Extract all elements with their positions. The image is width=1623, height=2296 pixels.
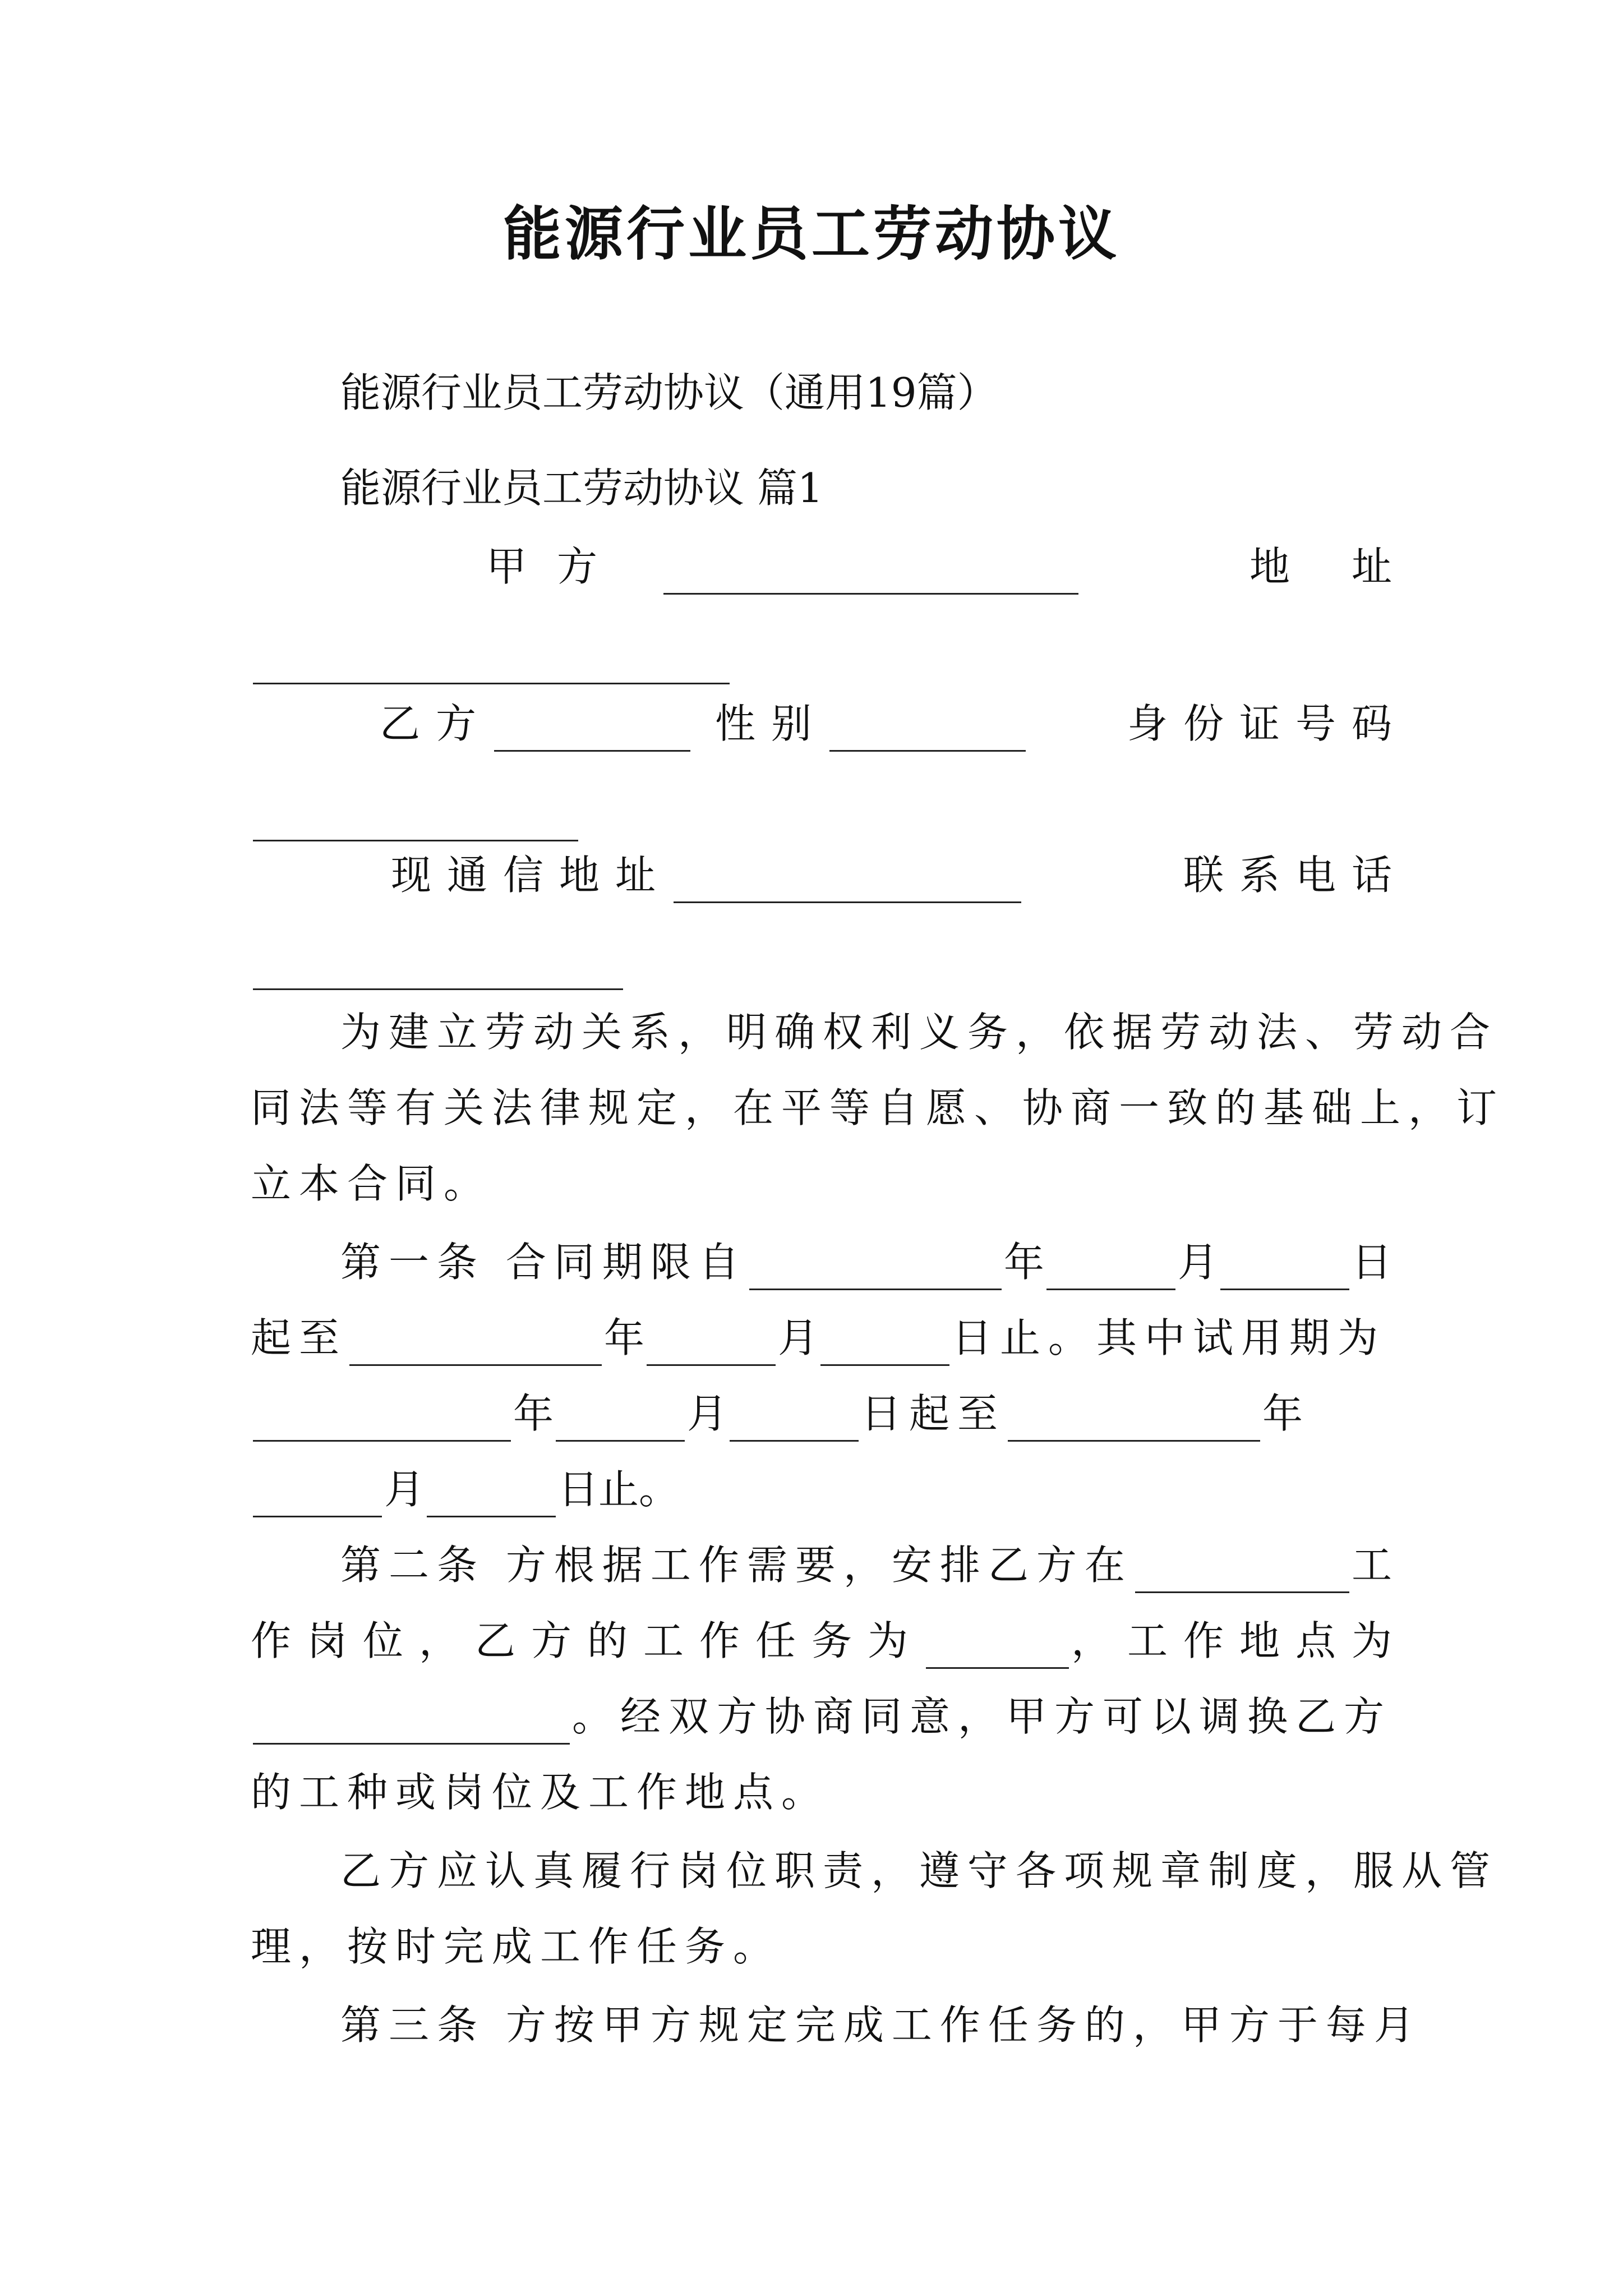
party-b-line — [251, 696, 1408, 752]
party-b-id-field[interactable] — [253, 805, 578, 841]
party-b-gender-label: 性别 — [715, 700, 828, 747]
party-a-name-field[interactable] — [663, 558, 1078, 595]
article2-line-4 — [251, 1764, 1392, 1820]
subtitle-line — [251, 365, 1392, 421]
duty-line-1 — [251, 1843, 1498, 1899]
end-year-field[interactable] — [349, 1329, 602, 1366]
party-b-name-field[interactable] — [494, 715, 690, 752]
end-month-field[interactable] — [647, 1329, 776, 1366]
article1-heading: 第一条 合同期限自 — [340, 1239, 747, 1286]
party-b-contact-line — [251, 847, 1408, 903]
from-label: 日起至 — [861, 1390, 1006, 1437]
article1-line-2 — [251, 1310, 1392, 1366]
probation-start-month-field[interactable] — [556, 1405, 685, 1442]
party-a-line — [251, 539, 1454, 595]
month-label: 月 — [384, 1466, 425, 1513]
location-field[interactable] — [253, 1708, 570, 1745]
year-label: 年 — [513, 1390, 554, 1437]
probation-end-year-field[interactable] — [1008, 1405, 1260, 1442]
party-b-id-line — [251, 785, 1392, 841]
party-a-address-label: 地址 — [1249, 543, 1454, 590]
end-label: 日止。 — [558, 1466, 680, 1513]
adjustment-text: 。经双方协商同意，甲方可以调换乙方 — [571, 1693, 1392, 1740]
article1-line-1 — [251, 1234, 1392, 1290]
year-label: 年 — [1262, 1390, 1303, 1437]
party-b-label: 乙方 — [380, 700, 492, 747]
party-a-address-field[interactable] — [253, 648, 730, 684]
intro-line-1 — [251, 1004, 1498, 1060]
party-b-phone-label: 联系电话 — [1183, 852, 1408, 899]
intro-text-2: 同法等有关法律规定，在平等自愿、协商一致的基础上，订 — [251, 1084, 1505, 1131]
year-label: 年 — [1003, 1239, 1044, 1286]
subtitle: 能源行业员工劳动协议（通用19篇） — [340, 369, 998, 416]
party-b-id-label: 身份证号码 — [1127, 700, 1408, 747]
party-b-phone-line — [251, 934, 1392, 990]
start-day-field[interactable] — [1220, 1254, 1349, 1290]
until-label: 起至 — [251, 1314, 348, 1361]
task-field[interactable] — [926, 1632, 1069, 1669]
position-field[interactable] — [1135, 1557, 1349, 1593]
article1-line-3 — [251, 1386, 1392, 1442]
article2-line-1 — [251, 1537, 1392, 1593]
party-b-address-label: 现通信地址 — [391, 852, 672, 899]
intro-text-1: 为建立劳动关系，明确权利义务，依据劳动法、劳动合 — [340, 1009, 1498, 1056]
article3-heading: 第三条 方按甲方规定完成工作任务的，甲方于每月 — [340, 2001, 1422, 2049]
duty-text-1: 乙方应认真履行岗位职责，遵守各项规章制度，服从管 — [340, 1847, 1498, 1894]
probation-start-day-field[interactable] — [730, 1405, 859, 1442]
article3-line-1 — [251, 1997, 1422, 2053]
article2-heading: 第二条 方根据工作需要，安排乙方在 — [340, 1542, 1133, 1589]
probation-start-year-field[interactable] — [253, 1405, 511, 1442]
intro-text-3: 立本合同。 — [251, 1160, 492, 1207]
start-year-field[interactable] — [749, 1254, 1002, 1290]
duty-text-2: 理，按时完成工作任务。 — [251, 1923, 782, 1970]
month-label: 月 — [1177, 1239, 1218, 1286]
year-label: 年 — [604, 1314, 645, 1361]
month-label: 月 — [778, 1314, 819, 1361]
start-month-field[interactable] — [1046, 1254, 1175, 1290]
chapter-line — [251, 460, 1392, 516]
intro-line-2 — [251, 1080, 1505, 1136]
article1-line-4 — [251, 1461, 1392, 1517]
document-title: 能源行业员工劳动协议 — [502, 199, 1120, 268]
party-b-address-field[interactable] — [674, 867, 1021, 903]
party-b-phone-field[interactable] — [253, 954, 623, 990]
party-b-gender-field[interactable] — [829, 715, 1026, 752]
chapter-heading: 能源行业员工劳动协议 篇1 — [340, 464, 823, 512]
article2-line-2 — [251, 1613, 1408, 1669]
duty-line-2 — [251, 1918, 1392, 1975]
intro-line-3 — [251, 1156, 1392, 1212]
article2-line-3 — [251, 1688, 1392, 1745]
probation-end-day-field[interactable] — [427, 1481, 556, 1517]
party-a-address-line — [251, 628, 1392, 684]
day-label: 日 — [1351, 1239, 1392, 1286]
adjustment-text-2: 的工种或岗位及工作地点。 — [251, 1769, 830, 1816]
end-day-field[interactable] — [820, 1329, 949, 1366]
probation-label: 日止。其中试用期为 — [952, 1314, 1386, 1361]
probation-end-month-field[interactable] — [253, 1481, 382, 1517]
month-label: 月 — [687, 1390, 728, 1437]
task-label: 作岗位，乙方的工作任务为 — [251, 1617, 924, 1664]
work-label: 工 — [1351, 1542, 1392, 1589]
location-label: ，工作地点为 — [1071, 1617, 1408, 1664]
party-a-label: 甲方 — [486, 543, 628, 590]
